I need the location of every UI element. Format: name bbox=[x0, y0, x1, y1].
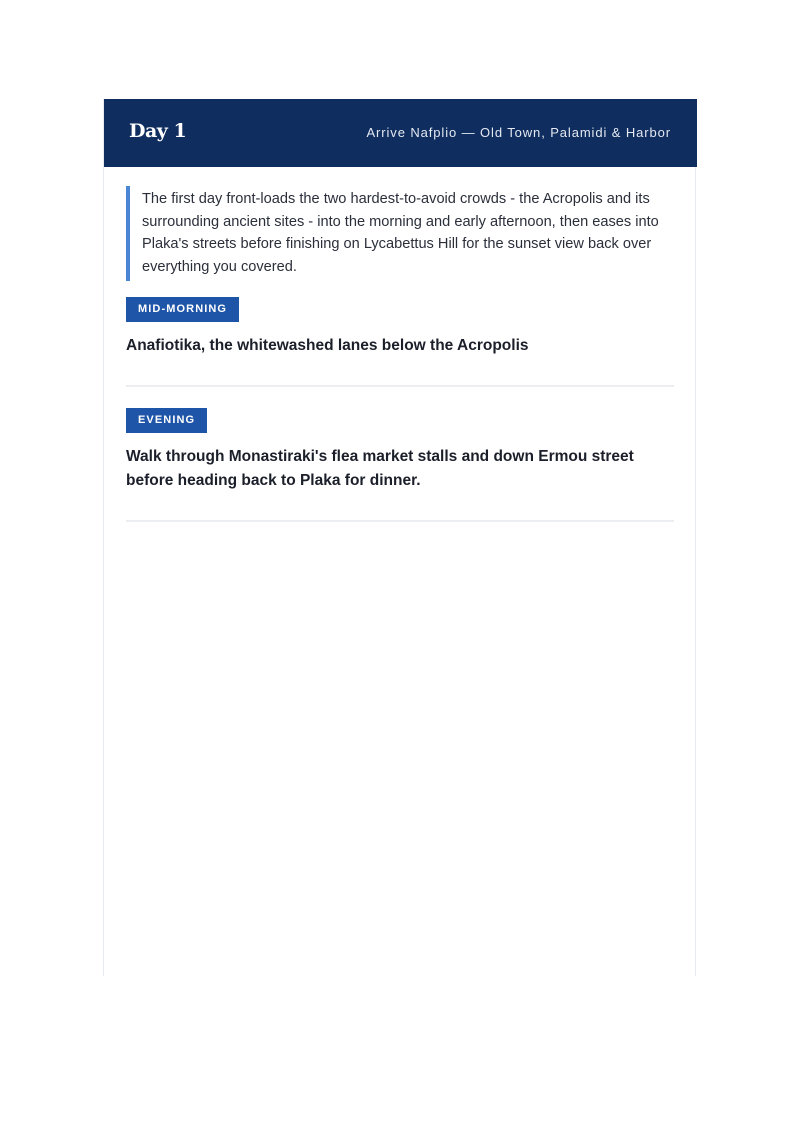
divider bbox=[126, 520, 674, 522]
day-title: Day 1 bbox=[129, 120, 187, 142]
activity-mid-morning: Anafiotika, the whitewashed lanes below the Acropolis bbox=[126, 337, 529, 354]
day-card bbox=[103, 99, 696, 976]
activity-evening: Walk through Monastiraki's flea market stalls and down Ermou street before heading back to Plaka for dinner. bbox=[126, 448, 634, 489]
divider bbox=[126, 385, 674, 387]
day-header bbox=[104, 99, 697, 167]
day-intro: The first day front-loads the two hardest-to-avoid crowds - the Acropolis and its surrounding ancient sites - into the morning and early afternoon, then eases into Plaka's streets before finishing on Lycabettus Hill for the sunset view back over everything you covered. bbox=[126, 186, 674, 281]
time-tag-mid-morning: MID-MORNING bbox=[126, 297, 239, 322]
time-tag-evening: EVENING bbox=[126, 408, 207, 433]
card-fade bbox=[104, 816, 695, 976]
day-subtitle: Arrive Nafplio — Old Town, Palamidi & Harbor bbox=[366, 125, 671, 140]
